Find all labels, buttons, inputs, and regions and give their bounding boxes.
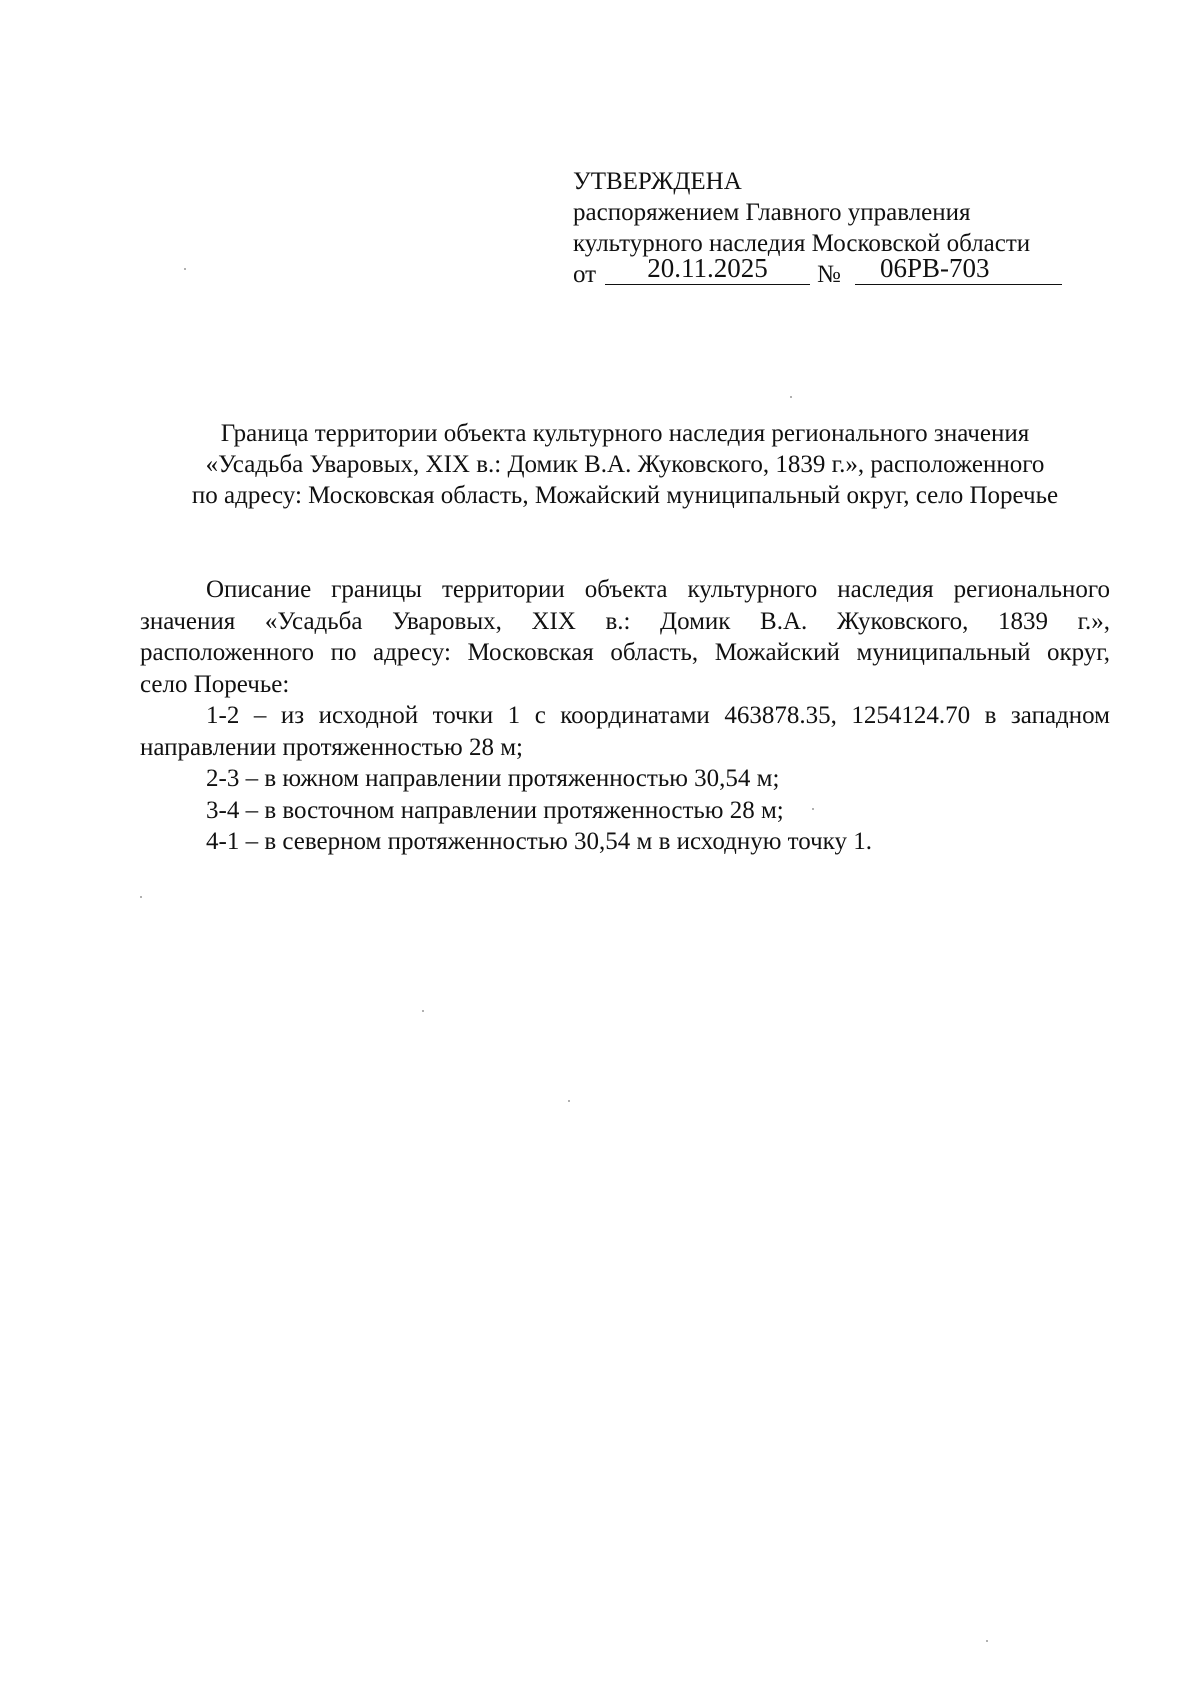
number-label: № — [817, 261, 841, 288]
segment-3-4: 3-4 – в восточном направлении протяженностью 28 м; — [206, 796, 784, 824]
scan-speck — [184, 268, 186, 270]
scan-speck — [422, 1010, 424, 1012]
intro-line-2: значения «Усадьба Уваровых, XIX в.: Домик В.А. Жуковского, 1839 г.», — [140, 607, 1110, 635]
title-line-2: «Усадьба Уваровых, XIX в.: Домик В.А. Жуковского, 1839 г.», расположенного — [205, 451, 1045, 478]
approved-heading: УТВЕРЖДЕНА — [573, 168, 742, 195]
boundary-description — [140, 574, 1110, 858]
scan-speck — [790, 396, 792, 398]
approval-authority-line-1: распоряжением Главного управления — [573, 199, 971, 226]
intro-line-1: Описание границы территории объекта культурного наследия регионального — [206, 576, 1110, 603]
intro-line-3: расположенного по адресу: Московская область, Можайский муниципальный округ, — [140, 639, 1110, 666]
segment-2-3: 2-3 – в южном направлении протяженностью 30,54 м; — [206, 765, 780, 792]
intro-line-4: село Поречье: — [140, 670, 290, 698]
segment-1-2-line-2: направлении протяженностью 28 м; — [140, 733, 523, 761]
approval-date: 20.11.2025 — [605, 253, 810, 285]
document-title — [140, 418, 1110, 511]
title-line-3: по адресу: Московская область, Можайский муниципальный округ, село Поречье — [191, 482, 1059, 509]
approval-stamp — [573, 166, 1093, 290]
scan-speck — [986, 1640, 988, 1642]
segment-4-1: 4-1 – в северном протяженностью 30,54 м в исходную точку 1. — [206, 828, 872, 855]
approval-authority-line-2: культурного наследия Московской области — [573, 230, 1031, 257]
approval-date-number-line — [573, 253, 1093, 290]
title-line-1: Граница территории объекта культурного наследия регионального значения — [220, 420, 1030, 447]
segment-1-2-line-1: 1-2 – из исходной точки 1 с координатами 463878.35, 1254124.70 в западном — [206, 702, 1110, 729]
approval-number: 06РВ-703 — [855, 253, 1062, 285]
scan-speck — [812, 808, 814, 810]
scan-speck — [140, 896, 142, 898]
from-label: от — [573, 261, 597, 288]
scan-speck — [568, 1100, 570, 1102]
